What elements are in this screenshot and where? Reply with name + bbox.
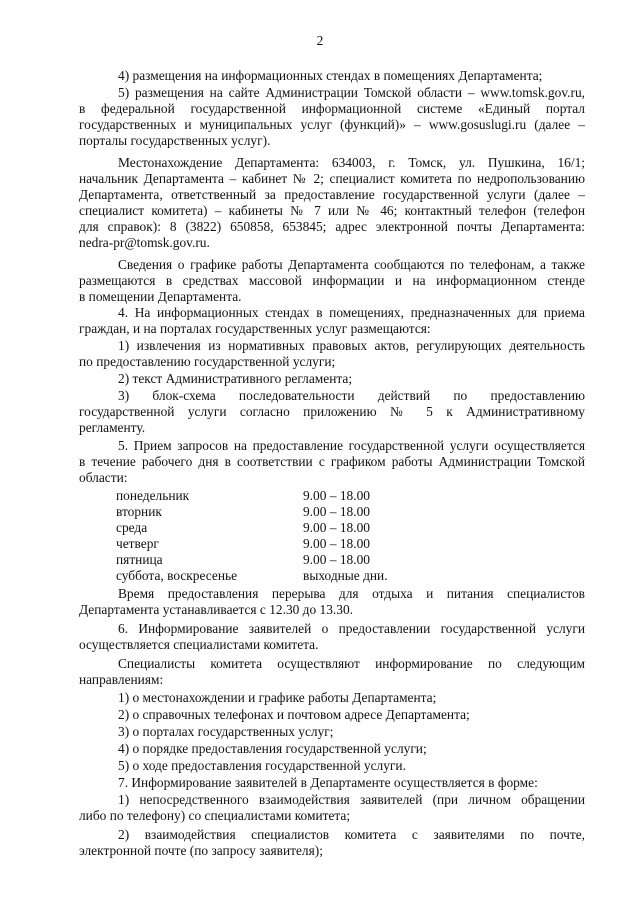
text-line: граждан, и на порталах государственных услуг размещаются: — [79, 321, 431, 336]
schedule-day: суббота, воскресенье — [116, 568, 238, 583]
text-line: 6. Информирование заявителей о предоставлении государственной услуги — [118, 621, 585, 636]
text-line: начальник Департамента – кабинет № 2; специалист комитета по недропользованию — [79, 171, 585, 186]
text-line: специалист комитета) – кабинеты № 7 или № 46; контактный телефон (телефон — [79, 203, 585, 218]
text-line: государственных и муниципальных услуг (функций)» – www.gosuslugi.ru (далее – — [79, 117, 585, 132]
schedule-time: 9.00 – 18.00 — [303, 552, 370, 567]
schedule-time: 9.00 – 18.00 — [303, 520, 370, 535]
text-line: 1) непосредственного взаимодействия заявителей (при личном обращении — [118, 792, 585, 807]
text-line: 2) текст Административного регламента; — [118, 371, 353, 386]
text-line: 3) блок-схема последовательности действий по предоставлению — [118, 388, 585, 403]
text-line: области: — [79, 470, 128, 485]
text-line: по предоставлению государственной услуги; — [79, 354, 336, 369]
schedule-time: 9.00 – 18.00 — [303, 488, 370, 503]
text-line: 2) взаимодействия специалистов комитета с заявителями по почте, — [118, 827, 585, 842]
text-line: либо по телефону) со специалистами комитета; — [79, 808, 351, 823]
text-line: государственной услуги согласно приложению № 5 к Административному — [79, 404, 585, 419]
schedule-time: 9.00 – 18.00 — [303, 504, 370, 519]
text-line: осуществляется специалистами комитета. — [79, 637, 319, 652]
schedule-day: пятница — [116, 552, 163, 567]
list-item: 3) о порталах государственных услуг; — [118, 724, 334, 739]
schedule-day: понедельник — [116, 488, 190, 503]
list-item: 1) о местонахождении и графике работы Департамента; — [118, 690, 437, 705]
page-number: 2 — [316, 33, 324, 48]
text-line: 5. Прием запросов на предоставление государственной услуги осуществляется — [118, 438, 585, 453]
text-line: 7. Информирование заявителей в Департаменте осуществляется в форме: — [118, 775, 538, 790]
schedule-day: вторник — [116, 504, 162, 519]
text-line: в течение рабочего дня в соответствии с графиком работы Администрации Томской — [79, 454, 585, 469]
text-line: регламенту. — [79, 420, 146, 435]
text-line: размещаются в средствах массовой информации и на информационном стенде — [79, 273, 585, 288]
text-line: для справок): 8 (3822) 650858, 653845; адрес электронной почты Департамента: — [79, 219, 585, 234]
schedule-time: 9.00 – 18.00 — [303, 536, 370, 551]
text-line: Сведения о графике работы Департамента сообщаются по телефонам, а также — [118, 257, 585, 272]
list-item: 2) о справочных телефонах и почтовом адресе Департамента; — [118, 707, 470, 722]
text-line: Департамента устанавливается с 12.30 до 13.30. — [79, 602, 354, 617]
text-line: электронной почте (по запросу заявителя); — [79, 843, 323, 858]
text-line: направлениям: — [79, 672, 164, 687]
list-item: 5) о ходе предоставления государственной услуги. — [118, 758, 406, 773]
text-line: 1) извлечения из нормативных правовых актов, регулирующих деятельность — [118, 338, 585, 353]
text-line: Департамента, ответственный за предоставление государственной услуги (далее – — [79, 187, 585, 202]
text-line: Специалисты комитета осуществляют информирование по следующим — [118, 656, 585, 671]
text-line: 4. На информационных стендах в помещениях, предназначенных для приема — [118, 305, 585, 320]
list-item: 4) о порядке предоставления государственной услуги; — [118, 741, 427, 756]
text-line: 4) размещения на информационных стендах в помещениях Департамента; — [118, 68, 543, 83]
email-text: nedra-pr@tomsk.gov.ru. — [79, 235, 210, 250]
text-line: Местонахождение Департамента: 634003, г. Томск, ул. Пушкина, 16/1; — [118, 155, 585, 170]
schedule-day: четверг — [116, 536, 159, 551]
text-line: в федеральной государственной информационной системе «Единый портал — [79, 101, 585, 116]
text-line: Время предоставления перерыва для отдыха и питания специалистов — [118, 586, 585, 601]
schedule-time: выходные дни. — [303, 568, 388, 583]
text-line: порталы государственных услуг). — [79, 133, 271, 148]
text-line: в помещении Департамента. — [79, 289, 242, 304]
schedule-day: среда — [116, 520, 148, 535]
text-line: 5) размещения на сайте Администрации Томской области – www.tomsk.gov.ru, — [118, 85, 585, 100]
